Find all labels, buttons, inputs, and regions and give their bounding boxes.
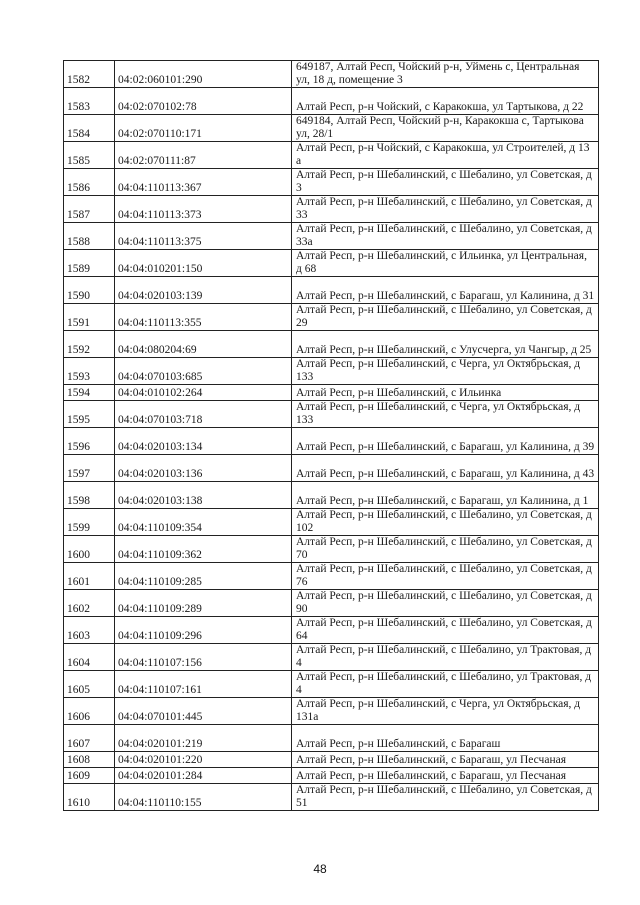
address: Алтай Респ, р-н Шебалинский, с Шебалино, ул Советская, д 29 [292, 304, 599, 331]
address: Алтай Респ, р-н Шебалинский, с Барагаш, ул Калинина, д 1 [292, 482, 599, 509]
address: Алтай Респ, р-н Шебалинский, с Шебалино, ул Советская, д 64 [292, 617, 599, 644]
row-number: 1607 [64, 725, 115, 752]
cadastral-number: 04:04:020103:138 [115, 482, 292, 509]
cadastral-number: 04:04:110109:289 [115, 590, 292, 617]
cadastral-number: 04:04:080204:69 [115, 331, 292, 358]
address: Алтай Респ, р-н Шебалинский, с Черга, ул Октябрьская, д 131а [292, 698, 599, 725]
table-row [64, 482, 599, 509]
row-number: 1583 [64, 88, 115, 115]
table-row [64, 509, 599, 536]
cadastral-number: 04:02:070111:87 [115, 142, 292, 169]
cadastral-number: 04:04:110109:285 [115, 563, 292, 590]
row-number: 1598 [64, 482, 115, 509]
table-row [64, 385, 599, 401]
table-row [64, 304, 599, 331]
address: Алтай Респ, р-н Шебалинский, с Черга, ул Октябрьская, д 133 [292, 401, 599, 428]
cadastral-number: 04:04:020101:220 [115, 752, 292, 768]
address: Алтай Респ, р-н Шебалинский, с Барагаш, ул Песчаная [292, 752, 599, 768]
row-number: 1599 [64, 509, 115, 536]
row-number: 1601 [64, 563, 115, 590]
address: Алтай Респ, р-н Шебалинский, с Шебалино, ул Советская, д 76 [292, 563, 599, 590]
row-number: 1605 [64, 671, 115, 698]
row-number: 1604 [64, 644, 115, 671]
address: Алтай Респ, р-н Шебалинский, с Барагаш, ул Песчаная [292, 768, 599, 784]
address: Алтай Респ, р-н Шебалинский, с Шебалино, ул Советская, д 33 [292, 196, 599, 223]
table-row [64, 563, 599, 590]
table-row [64, 725, 599, 752]
table-row [64, 358, 599, 385]
cadastral-table [63, 60, 599, 811]
row-number: 1588 [64, 223, 115, 250]
table-row [64, 536, 599, 563]
row-number: 1595 [64, 401, 115, 428]
cadastral-number: 04:04:110110:155 [115, 784, 292, 811]
address: Алтай Респ, р-н Чойский, с Каракокша, ул Строителей, д 13 а [292, 142, 599, 169]
table-row [64, 331, 599, 358]
table-row [64, 196, 599, 223]
table-row [64, 698, 599, 725]
cadastral-number: 04:04:110113:367 [115, 169, 292, 196]
row-number: 1593 [64, 358, 115, 385]
cadastral-number: 04:04:110109:354 [115, 509, 292, 536]
cadastral-number: 04:04:020103:134 [115, 428, 292, 455]
table-row [64, 223, 599, 250]
address: Алтай Респ, р-н Шебалинский, с Барагаш, ул Калинина, д 31 [292, 277, 599, 304]
table-row [64, 455, 599, 482]
row-number: 1609 [64, 768, 115, 784]
table-row [64, 401, 599, 428]
address: Алтай Респ, р-н Шебалинский, с Ильинка [292, 385, 599, 401]
cadastral-number: 04:04:110109:362 [115, 536, 292, 563]
cadastral-number: 04:04:110113:355 [115, 304, 292, 331]
address: 649184, Алтай Респ, Чойский р-н, Каракокша с, Тартыкова ул, 28/1 [292, 115, 599, 142]
row-number: 1603 [64, 617, 115, 644]
cadastral-number: 04:04:020101:219 [115, 725, 292, 752]
address: 649187, Алтай Респ, Чойский р-н, Уймень с, Центральная ул, 18 д, помещение 3 [292, 61, 599, 88]
cadastral-number: 04:04:110113:375 [115, 223, 292, 250]
address: Алтай Респ, р-н Шебалинский, с Ильинка, ул Центральная, д 68 [292, 250, 599, 277]
table-row [64, 752, 599, 768]
address: Алтай Респ, р-н Шебалинский, с Черга, ул Октябрьская, д 133 [292, 358, 599, 385]
table-row [64, 250, 599, 277]
row-number: 1600 [64, 536, 115, 563]
cadastral-number: 04:04:110113:373 [115, 196, 292, 223]
cadastral-number: 04:02:070110:171 [115, 115, 292, 142]
address: Алтай Респ, р-н Шебалинский, с Шебалино, ул Трактовая, д 4 [292, 644, 599, 671]
cadastral-number: 04:02:060101:290 [115, 61, 292, 88]
table-row [64, 784, 599, 811]
cadastral-number: 04:04:020103:139 [115, 277, 292, 304]
row-number: 1602 [64, 590, 115, 617]
row-number: 1585 [64, 142, 115, 169]
cadastral-number: 04:04:110109:296 [115, 617, 292, 644]
row-number: 1589 [64, 250, 115, 277]
table-row [64, 428, 599, 455]
address: Алтай Респ, р-н Шебалинский, с Шебалино, ул Трактовая, д 4 [292, 671, 599, 698]
table-row [64, 115, 599, 142]
row-number: 1584 [64, 115, 115, 142]
address: Алтай Респ, р-н Шебалинский, с Улусчерга, ул Чангыр, д 25 [292, 331, 599, 358]
table-row [64, 644, 599, 671]
table-body [64, 61, 599, 811]
row-number: 1586 [64, 169, 115, 196]
cadastral-number: 04:04:110107:156 [115, 644, 292, 671]
row-number: 1587 [64, 196, 115, 223]
address: Алтай Респ, р-н Шебалинский, с Шебалино, ул Советская, д 90 [292, 590, 599, 617]
address: Алтай Респ, р-н Шебалинский, с Барагаш, ул Калинина, д 39 [292, 428, 599, 455]
cadastral-number: 04:04:020103:136 [115, 455, 292, 482]
table-row [64, 61, 599, 88]
cadastral-number: 04:04:070101:445 [115, 698, 292, 725]
table-row [64, 768, 599, 784]
address: Алтай Респ, р-н Чойский, с Каракокша, ул Тартыкова, д 22 [292, 88, 599, 115]
row-number: 1582 [64, 61, 115, 88]
address: Алтай Респ, р-н Шебалинский, с Барагаш, ул Калинина, д 43 [292, 455, 599, 482]
cadastral-number: 04:04:110107:161 [115, 671, 292, 698]
row-number: 1594 [64, 385, 115, 401]
address: Алтай Респ, р-н Шебалинский, с Шебалино, ул Советская, д 102 [292, 509, 599, 536]
row-number: 1606 [64, 698, 115, 725]
cadastral-number: 04:04:020101:284 [115, 768, 292, 784]
address: Алтай Респ, р-н Шебалинский, с Шебалино, ул Советская, д 70 [292, 536, 599, 563]
cadastral-number: 04:02:070102:78 [115, 88, 292, 115]
address: Алтай Респ, р-н Шебалинский, с Шебалино, ул Советская, д 33а [292, 223, 599, 250]
row-number: 1592 [64, 331, 115, 358]
address: Алтай Респ, р-н Шебалинский, с Шебалино, ул Советская, д 51 [292, 784, 599, 811]
row-number: 1608 [64, 752, 115, 768]
cadastral-number: 04:04:010102:264 [115, 385, 292, 401]
table-row [64, 671, 599, 698]
table-row [64, 169, 599, 196]
table-row [64, 617, 599, 644]
row-number: 1596 [64, 428, 115, 455]
cadastral-number: 04:04:010201:150 [115, 250, 292, 277]
row-number: 1597 [64, 455, 115, 482]
table-row [64, 590, 599, 617]
cadastral-number: 04:04:070103:685 [115, 358, 292, 385]
row-number: 1591 [64, 304, 115, 331]
address: Алтай Респ, р-н Шебалинский, с Шебалино, ул Советская, д 3 [292, 169, 599, 196]
table-row [64, 88, 599, 115]
cadastral-number: 04:04:070103:718 [115, 401, 292, 428]
page-number: 48 [313, 862, 327, 876]
table-row [64, 142, 599, 169]
row-number: 1590 [64, 277, 115, 304]
address: Алтай Респ, р-н Шебалинский, с Барагаш [292, 725, 599, 752]
row-number: 1610 [64, 784, 115, 811]
table-row [64, 277, 599, 304]
